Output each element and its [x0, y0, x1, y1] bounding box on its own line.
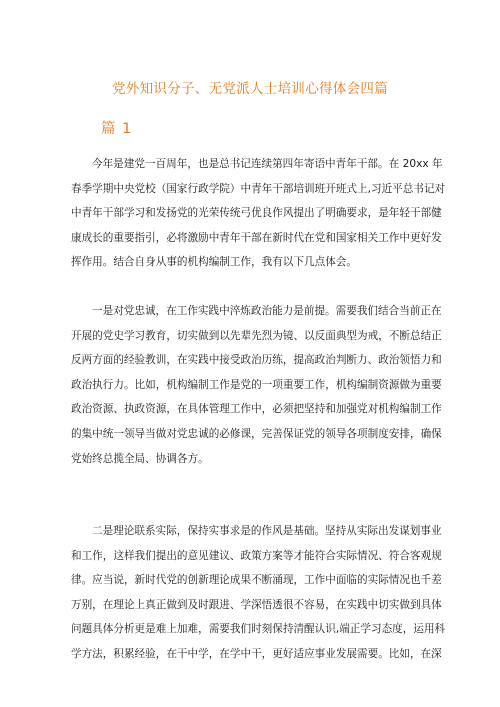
paragraph-line: 挥作用。结合自身从事的机构编制工作，我有以下几点体会。 — [71, 256, 358, 269]
paragraph-line: 问题具体分析更是难上加难，需要我们时刻保持清醒认识,端正学习态度，运用科 — [71, 623, 446, 636]
paragraph-line: 二是理论联系实际，保持实事求是的作风是基础。坚持从实际出发谋划事业 — [92, 525, 442, 537]
paragraph-line: 春季学期中央党校（国家行政学院）中青年干部培训班开班式上,习近平总书记对 — [71, 182, 446, 195]
paragraph-line: 一是对党忠诚，在工作实践中淬炼政治能力是前提。需要我们结合当前正在 — [92, 305, 442, 317]
paragraph-line: 中青年干部学习和发扬党的光荣传统弓优良作风提出了明确要求，是年轻干部健 — [71, 207, 442, 220]
paragraph-line: 政治资源、执政资源，在具体管理工作中，必须把坚持和加强党对机构编制工作 — [71, 403, 442, 416]
paragraph-line: 和工作，这样我们提出的意见建议、政策方案等才能符合实际情况、符合客观规 — [71, 549, 442, 562]
paragraph-line: 律。应当说，新时代党的创新理论成果不断涌现，工作中面临的实际情况也千差 — [71, 574, 442, 587]
paragraph-line: 的集中统一领导当做对党忠诚的必修课，完善保证党的领导各项制度安排，确保 — [71, 427, 442, 440]
paragraph-line: 学方法，积累经验，在干中学，在学中干，更好适应事业发展需要。比如，在深 — [71, 647, 442, 660]
document-title: 党外知识分子、无党派人士培训心得体会四篇 — [112, 81, 388, 97]
paragraph-2 — [71, 299, 442, 471]
paragraph-line: 康成长的重要指引，必将激励中青年干部在新时代在党和国家相关工作中更好发 — [71, 231, 442, 244]
paragraph-line: 万别，在理论上真正做到及时跟进、学深悟透很不容易，在实践中切实做到具体 — [71, 598, 442, 611]
paragraph-3 — [71, 519, 446, 667]
paragraph-line: 开展的党史学习教育，切实做到以先辈先烈为镜、以反面典型为戒，不断总结正 — [71, 329, 442, 342]
section-heading: 篇 1 — [101, 121, 133, 137]
paragraph-line: 党始终总揽全局、协调各方。 — [71, 452, 209, 465]
paragraph-line: 政治执行力。比如，机构编制工作是党的一项重要工作，机构编制资源做为重要 — [71, 378, 442, 391]
paragraph-1 — [71, 152, 446, 275]
paragraph-line: 今年是建党一百周年，也是总书记连续第四年寄语中青年干部。在 20xx 年 — [92, 158, 443, 170]
paragraph-line: 反两方面的经验教训，在实践中接受政治历练，提高政治判断力、政治领悟力和 — [71, 354, 442, 367]
